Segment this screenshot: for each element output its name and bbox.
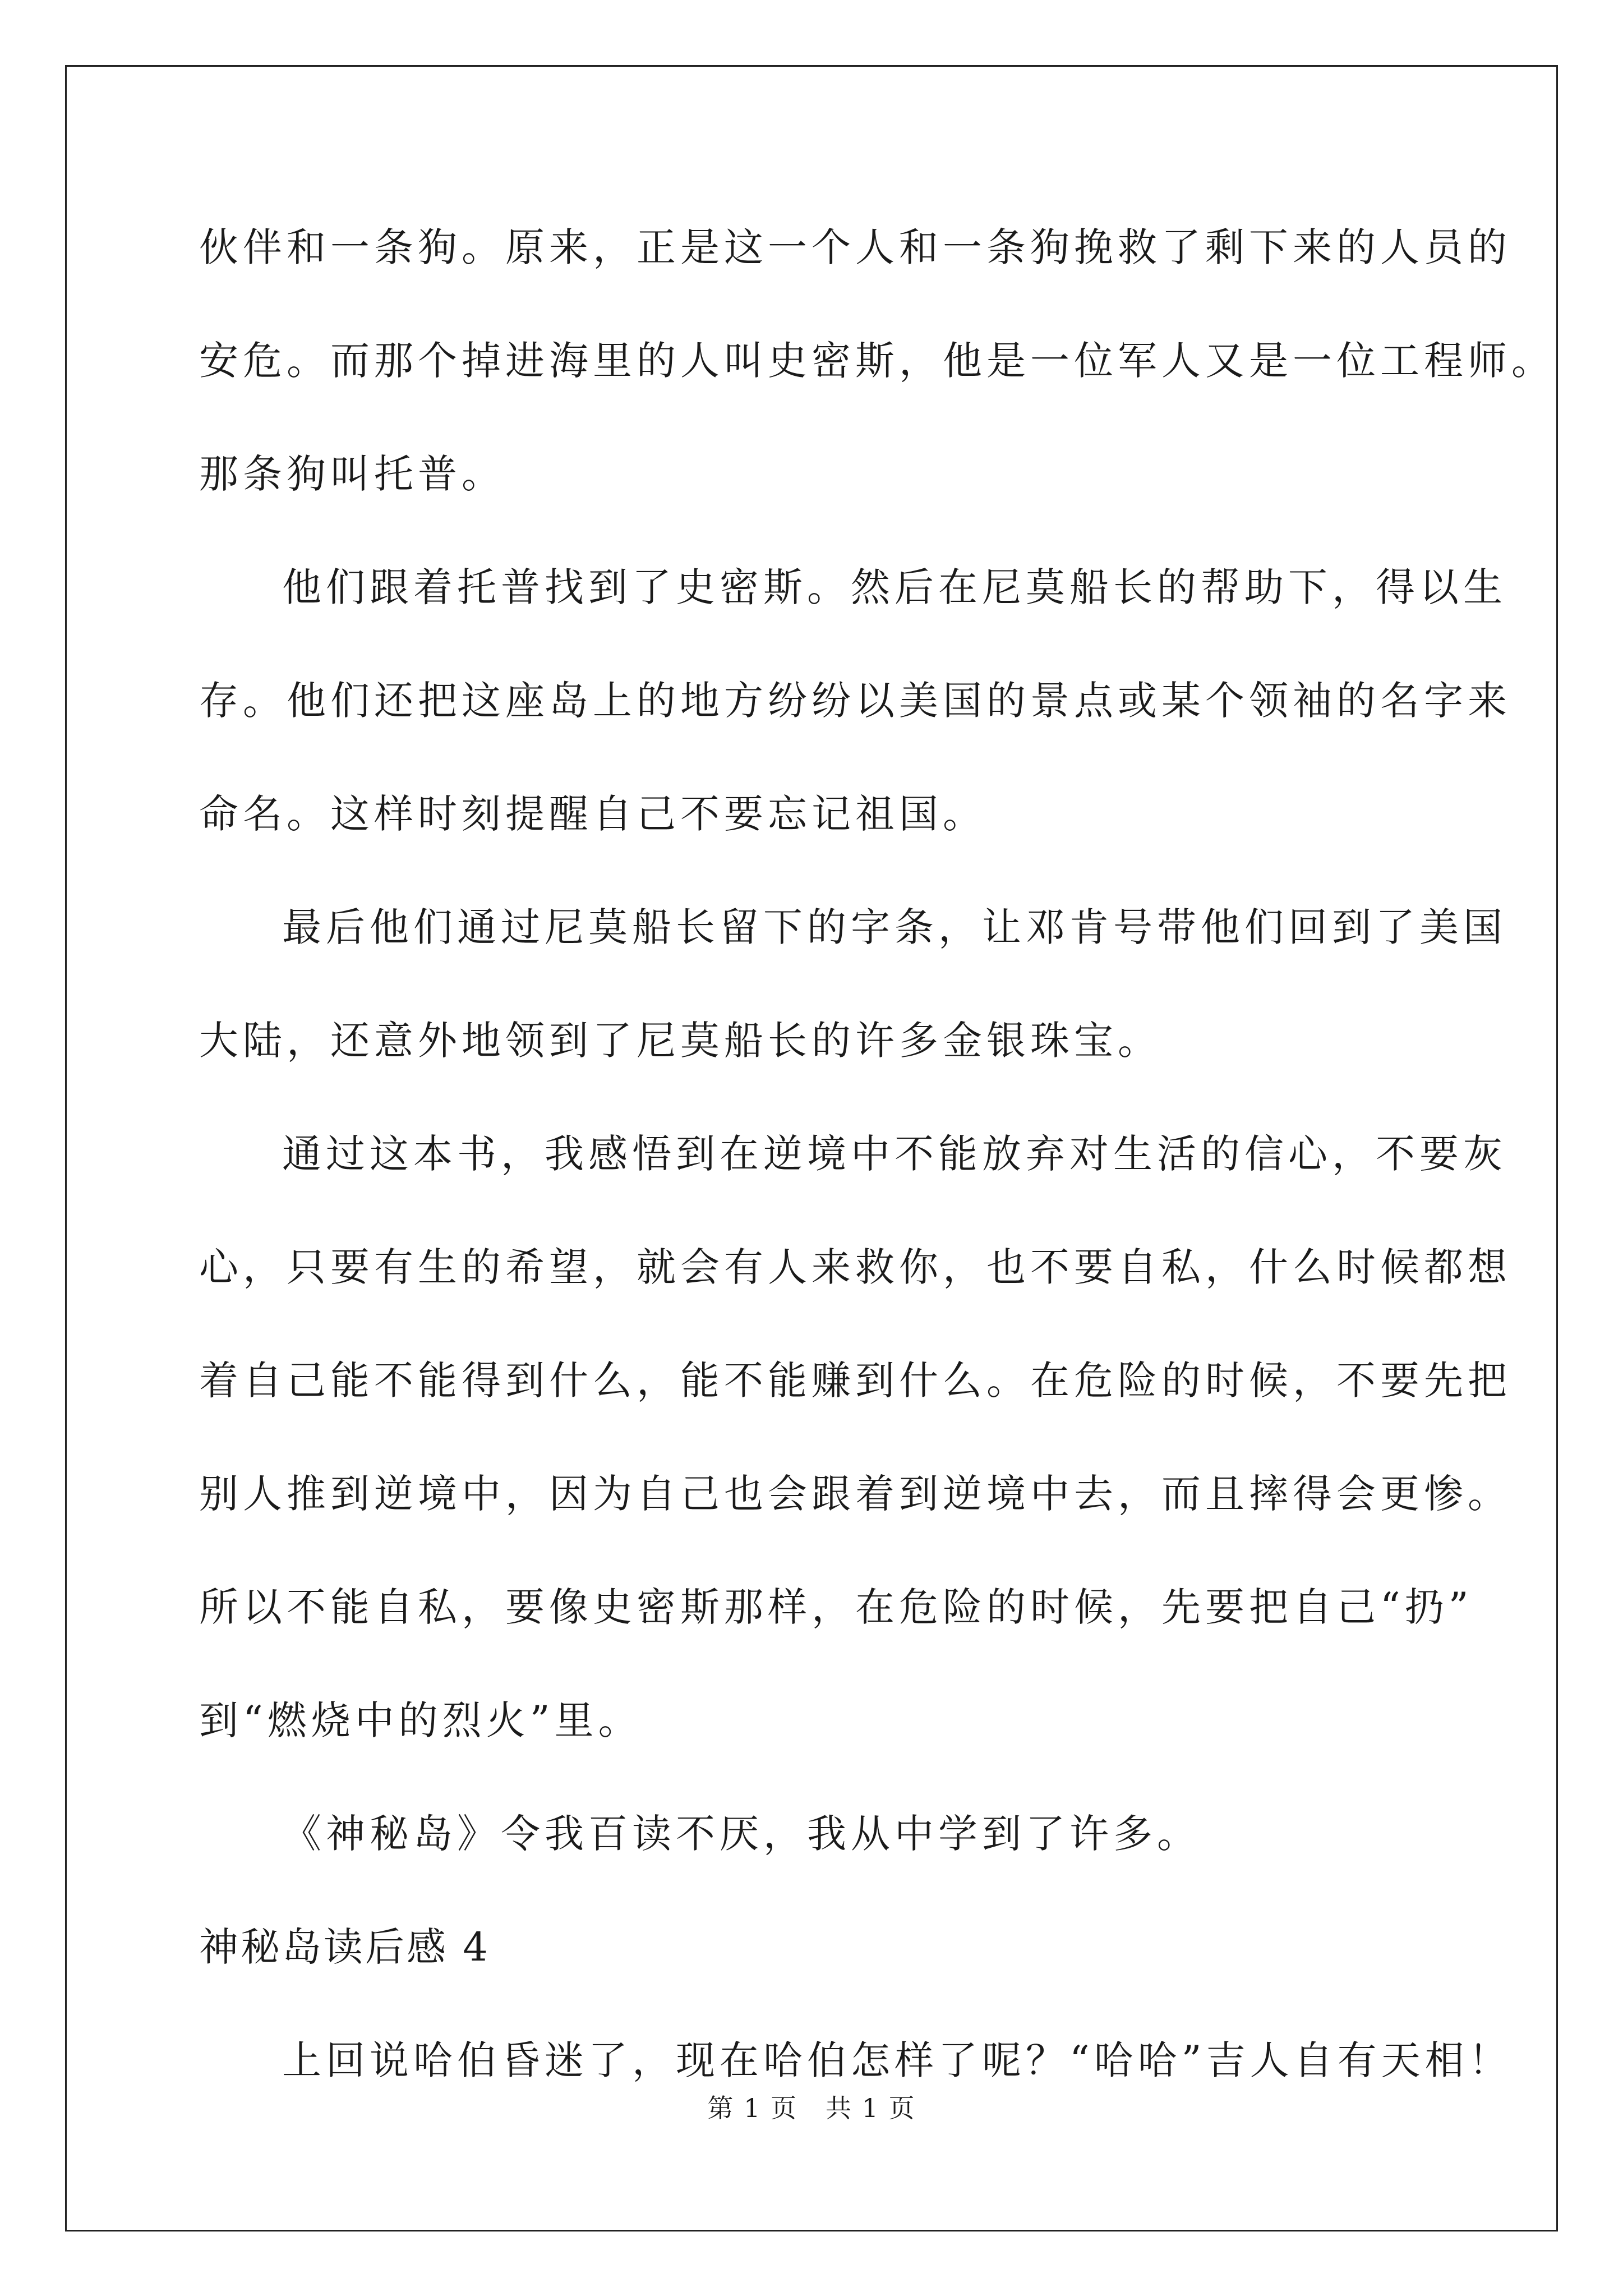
text-line: 所以不能自私，要像史密斯那样，在危险的时候，先要把自己“扔” bbox=[199, 1584, 1473, 1630]
text-line: 心，只要有生的希望，就会有人来救你，也不要自私，什么时候都想 bbox=[199, 1244, 1511, 1290]
paragraph-first-line: 最后他们通过尼莫船长留下的字条，让邓肯号带他们回到了美国 bbox=[282, 904, 1507, 950]
text-line: 存。他们还把这座岛上的地方纷纷以美国的景点或某个领袖的名字来 bbox=[199, 678, 1511, 724]
text-line: 那条狗叫托普。 bbox=[199, 451, 505, 497]
paragraph-first-line: 他们跟着托普找到了史密斯。然后在尼莫船长的帮助下，得以生 bbox=[282, 564, 1507, 610]
text-line: 安危。而那个掉进海里的人叫史密斯，他是一位军人又是一位工程师。 bbox=[199, 338, 1555, 384]
page-number-total: 共 1 页 bbox=[826, 2093, 916, 2123]
text-line: 到“燃烧中的烈火”里。 bbox=[199, 1697, 642, 1743]
paragraph-first-line: 《神秘岛》令我百读不厌，我从中学到了许多。 bbox=[282, 1811, 1201, 1857]
paragraph-first-line: 上回说哈伯昏迷了，现在哈伯怎样了呢？“哈哈”吉人自有天相！ bbox=[282, 2037, 1513, 2083]
page-footer bbox=[0, 2091, 1623, 2125]
document-body bbox=[199, 211, 1555, 2137]
text-line: 大陆，还意外地领到了尼莫船长的许多金银珠宝。 bbox=[199, 1018, 1161, 1064]
text-line: 命名。这样时刻提醒自己不要忘记祖国。 bbox=[199, 791, 986, 837]
text-line: 着自己能不能得到什么，能不能赚到什么。在危险的时候，不要先把 bbox=[199, 1358, 1511, 1404]
text-line: 别人推到逆境中，因为自己也会跟着到逆境中去，而且摔得会更惨。 bbox=[199, 1471, 1511, 1517]
text-line: 伙伴和一条狗。原来，正是这一个人和一条狗挽救了剩下来的人员的 bbox=[199, 224, 1511, 270]
section-heading: 神秘岛读后感 4 bbox=[199, 1924, 490, 1970]
paragraph-first-line: 通过这本书，我感悟到在逆境中不能放弃对生活的信心，不要灰 bbox=[282, 1131, 1507, 1177]
page-number-current: 第 1 页 bbox=[707, 2093, 797, 2123]
